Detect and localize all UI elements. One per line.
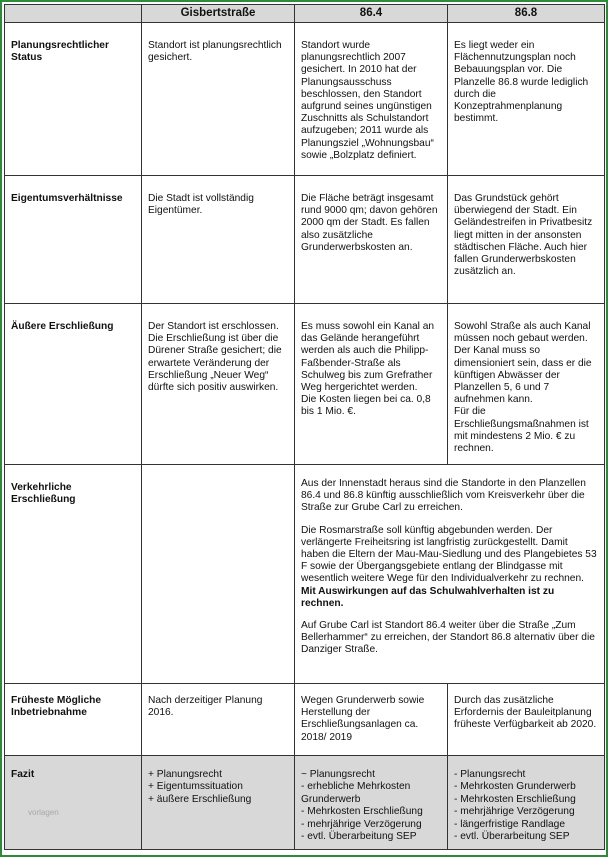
list-item: - Planungsrecht	[454, 769, 526, 780]
cell-status-gisbert: Standort ist planungsrechtlich gesichert.	[142, 23, 295, 176]
fazit-868-list	[454, 769, 598, 843]
list-item: + äußere Erschließung	[148, 793, 252, 805]
label-eigentum: Eigentumsverhältnisse	[5, 176, 142, 304]
header-86-4: 86.4	[295, 5, 448, 23]
list-item: - längerfristige Randlage	[454, 818, 565, 830]
cell-status-864: Standort wurde planungsrechtlich 2007 gesichert. In 2010 hat der Planungsausschuss beschlossen, den Standort aufgrund seines ungünstigen Zuschnitts als Schulstandort aufzugeben; 2011 wurde als Planungsziel „Wohnungsbau“ sowie „Bolzplatz definiert.	[295, 23, 448, 176]
aeussere-gisbert-p2: Die Erschließung ist über die Dürener Straße gesichert; die erwartete Veränderung der Erschließung „Neuer Weg“ dürfte sich positiv auswirken.	[148, 333, 282, 394]
comparison-table	[4, 4, 605, 850]
list-item: ~ Planungsrecht	[301, 769, 375, 780]
list-item: - evtl. Überarbeitung SEP	[301, 831, 417, 843]
list-item: - mehrjährige Verzögerung	[301, 818, 422, 830]
cell-aeussere-gisbert	[142, 304, 295, 465]
fazit-gisbert-list	[148, 769, 288, 806]
verkehr-p3: Auf Grube Carl ist Standort 86.4 weiter über die Straße „Zum Bellerhammer“ zu erreichen, der Standort 86.8 alternativ über die Danziger Straße.	[301, 620, 595, 656]
cell-verkehr-gisbert	[142, 465, 295, 684]
header-86-8: 86.8	[448, 5, 605, 23]
row-fazit	[5, 756, 605, 850]
cell-frueheste-gisbert: Nach derzeitiger Planung 2016.	[142, 684, 295, 756]
cell-fazit-gisbert	[142, 756, 295, 850]
watermark: vorlagen	[28, 808, 59, 817]
header-row	[5, 5, 605, 23]
cell-eigentum-868: Das Grundstück gehört überwiegend der Stadt. Ein Geländestreifen in Privatbesitz liegt mitten in der ansonsten städtischen Fläche. Auch hier fallen Grunderwerbskosten zusätzlich an.	[448, 176, 605, 304]
list-item: - evtl. Überarbeitung SEP	[454, 831, 570, 843]
list-item: + Planungsrecht	[148, 769, 222, 780]
aeussere-864-p2: Die Kosten liegen bei ca. 0,8 bis 1 Mio. €.	[301, 394, 431, 418]
list-item: - mehrjährige Verzögerung	[454, 806, 575, 818]
label-status: Planungsrechtlicher Status	[5, 23, 142, 176]
label-fazit: Fazit	[5, 756, 142, 850]
cell-aeussere-864	[295, 304, 448, 465]
aeussere-864-p1: Es muss sowohl ein Kanal an das Gelände herangeführt werden als auch die Philipp-Faßbender-Straße als Schulweg bis zum Grefrather Weg hergerichtet werden.	[301, 321, 435, 394]
cell-frueheste-868: Durch das zusätzliche Erfordernis der Bauleitplanung früheste Verfügbarkeit ab 2020.	[448, 684, 605, 756]
verkehr-p2-text: Die Rosmarstraße soll künftig abgebunden werden. Der verlängerte Freiheitsring ist langfristig zurückgestellt. Damit haben die Eltern der Mau-Mau-Siedlung und des Plangebietes 53 F sowie der Übergangsgebiete entlang der Blindgasse mit wesentlich weitere Wege für den Individualverkehr zu rechnen.	[301, 524, 597, 585]
cell-fazit-864	[295, 756, 448, 850]
list-item: - Mehrkosten Erschließung	[301, 806, 423, 818]
cell-eigentum-864: Die Fläche beträgt insgesamt rund 9000 qm; davon gehören 2000 qm der Stadt. Es fallen also zusätzliche Grunderwerbskosten an.	[295, 176, 448, 304]
label-verkehr: Verkehrliche Erschließung	[5, 465, 142, 684]
aeussere-868-p2: Für die Erschließungsmaßnahmen ist mit mindestens 2 Mio. € zu rechnen.	[454, 406, 589, 455]
list-item: - Mehrkosten Erschließung	[454, 793, 576, 805]
row-verkehr	[5, 465, 605, 684]
cell-frueheste-864: Wegen Grunderwerb sowie Herstellung der Erschließungsanlagen ca. 2018/ 2019	[295, 684, 448, 756]
label-frueheste: Früheste Mögliche Inbetriebnahme	[5, 684, 142, 756]
cell-fazit-868	[448, 756, 605, 850]
fazit-864-list	[301, 769, 441, 843]
list-item: + Eigentumssituation	[148, 781, 243, 793]
cell-aeussere-868	[448, 304, 605, 465]
row-status	[5, 23, 605, 176]
aeussere-868-p1: Sowohl Straße als auch Kanal müssen noch gebaut werden. Der Kanal muss so dimensioniert sein, dass er die künftigen Abwässer der Planzellen 5, 6 und 7 aufnehmen kann.	[454, 321, 592, 406]
row-frueheste	[5, 684, 605, 756]
row-eigentum	[5, 176, 605, 304]
cell-eigentum-gisbert: Die Stadt ist vollständig Eigentümer.	[142, 176, 295, 304]
header-gisbertstrasse: Gisbertstraße	[142, 5, 295, 23]
verkehr-p2-bold: Mit Auswirkungen auf das Schulwahlverhalten ist zu rechnen.	[301, 585, 555, 609]
list-item: - erhebliche Mehrkosten Grunderwerb	[301, 781, 411, 805]
cell-status-868: Es liegt weder ein Flächennutzungsplan noch Bebauungsplan vor. Die Planzelle 86.8 wurde lediglich durch die Konzeptrahmenplanung bestimmt.	[448, 23, 605, 176]
label-aeussere: Äußere Erschließung	[5, 304, 142, 465]
aeussere-gisbert-p1: Der Standort ist erschlossen.	[148, 321, 279, 332]
header-empty	[5, 5, 142, 23]
verkehr-p1: Aus der Innenstadt heraus sind die Standorte in den Planzellen 86.4 und 86.8 künftig ausschließlich vom Kreisverkehr über die Straße zur Grube Carl zu erreichen.	[301, 478, 586, 514]
row-aeussere	[5, 304, 605, 465]
verkehr-p2	[301, 525, 598, 610]
list-item: - Mehrkosten Grunderwerb	[454, 781, 576, 793]
cell-verkehr-merged	[295, 465, 605, 684]
